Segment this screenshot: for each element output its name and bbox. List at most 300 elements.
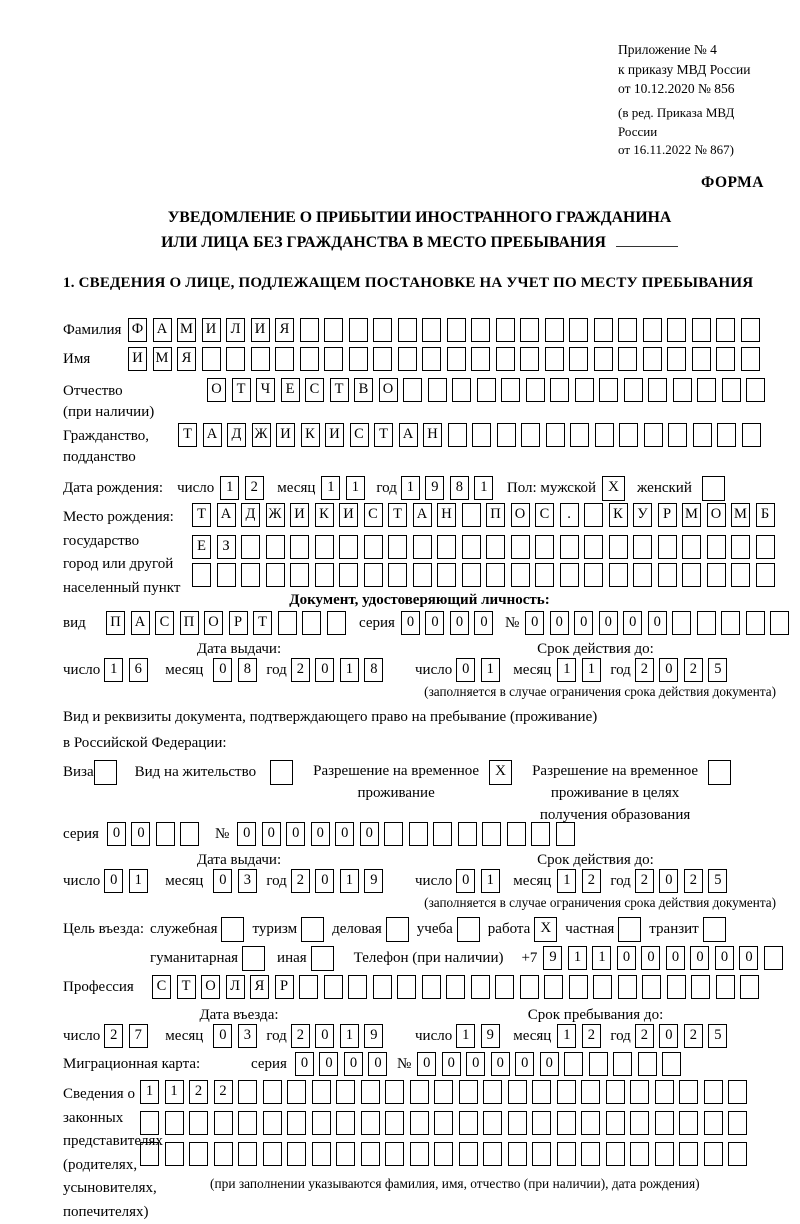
char-cell[interactable] [508,1080,527,1104]
char-cell[interactable]: У [633,503,652,527]
char-cell[interactable] [707,535,726,559]
char-cell[interactable]: 0 [540,1052,559,1076]
char-cell[interactable]: 1 [220,476,239,500]
char-cell[interactable] [742,423,761,447]
char-cell[interactable] [756,563,775,587]
char-cell[interactable] [156,822,175,846]
char-cell[interactable] [728,1142,747,1166]
char-cell[interactable] [655,1080,674,1104]
char-cell[interactable] [581,1142,600,1166]
staydoc-issue-year[interactable] [291,869,389,893]
char-cell[interactable] [697,611,716,635]
char-cell[interactable]: 0 [425,611,444,635]
migcard-number-input[interactable] [417,1052,687,1076]
char-cell[interactable] [437,535,456,559]
char-cell[interactable] [521,423,540,447]
char-cell[interactable] [373,347,392,371]
char-cell[interactable]: 1 [321,476,340,500]
char-cell[interactable]: 1 [557,869,576,893]
char-cell[interactable] [263,1142,282,1166]
char-cell[interactable]: 0 [550,611,569,635]
char-cell[interactable] [618,347,637,371]
staydoc-issue-day[interactable] [104,869,153,893]
char-cell[interactable] [633,563,652,587]
char-cell[interactable] [433,822,452,846]
char-cell[interactable] [630,1080,649,1104]
char-cell[interactable] [410,1142,429,1166]
char-cell[interactable]: 1 [557,1024,576,1048]
char-cell[interactable]: 1 [582,658,601,682]
char-cell[interactable]: Е [192,535,211,559]
char-cell[interactable]: С [152,975,171,999]
entry-year[interactable] [291,1024,389,1048]
staydoc-valid-month[interactable] [557,869,606,893]
char-cell[interactable] [655,1142,674,1166]
char-cell[interactable] [741,347,760,371]
char-cell[interactable]: С [350,423,369,447]
char-cell[interactable]: Т [232,378,251,402]
char-cell[interactable]: 0 [456,869,475,893]
char-cell[interactable] [472,423,491,447]
char-cell[interactable] [532,1111,551,1135]
char-cell[interactable] [388,563,407,587]
char-cell[interactable]: 1 [104,658,123,682]
char-cell[interactable]: 2 [635,869,654,893]
char-cell[interactable]: 0 [617,946,636,970]
char-cell[interactable]: 2 [635,658,654,682]
char-cell[interactable]: М [731,503,750,527]
char-cell[interactable]: Н [423,423,442,447]
char-cell[interactable] [728,1111,747,1135]
char-cell[interactable]: 0 [599,611,618,635]
char-cell[interactable] [189,1111,208,1135]
char-cell[interactable] [679,1111,698,1135]
char-cell[interactable] [214,1142,233,1166]
char-cell[interactable] [638,1052,657,1076]
char-cell[interactable] [740,975,759,999]
char-cell[interactable]: 0 [456,658,475,682]
char-cell[interactable] [692,318,711,342]
char-cell[interactable]: 9 [425,476,444,500]
char-cell[interactable] [693,423,712,447]
char-cell[interactable] [717,423,736,447]
char-cell[interactable]: И [290,503,309,527]
char-cell[interactable] [486,563,505,587]
char-cell[interactable]: О [207,378,226,402]
char-cell[interactable] [471,975,490,999]
char-cell[interactable]: П [106,611,125,635]
char-cell[interactable] [251,347,270,371]
char-cell[interactable]: 2 [104,1024,123,1048]
char-cell[interactable]: С [364,503,383,527]
char-cell[interactable]: 9 [481,1024,500,1048]
char-cell[interactable] [550,378,569,402]
char-cell[interactable] [643,347,662,371]
char-cell[interactable] [606,1111,625,1135]
char-cell[interactable]: О [201,975,220,999]
char-cell[interactable] [682,563,701,587]
char-cell[interactable]: И [202,318,221,342]
char-cell[interactable] [667,975,686,999]
char-cell[interactable] [584,503,603,527]
char-cell[interactable]: 2 [214,1080,233,1104]
purpose-humanitarian-checkbox[interactable] [242,946,265,971]
female-checkbox[interactable] [702,476,725,501]
char-cell[interactable] [496,318,515,342]
char-cell[interactable]: Н [437,503,456,527]
char-cell[interactable] [422,347,441,371]
char-cell[interactable]: 8 [238,658,257,682]
char-cell[interactable]: К [301,423,320,447]
char-cell[interactable] [606,1080,625,1104]
birth-day-input[interactable] [220,476,269,500]
char-cell[interactable]: 0 [648,611,667,635]
char-cell[interactable] [624,378,643,402]
char-cell[interactable] [697,378,716,402]
migcard-series-input[interactable] [295,1052,393,1076]
char-cell[interactable] [189,1142,208,1166]
char-cell[interactable]: 0 [466,1052,485,1076]
char-cell[interactable]: 0 [213,658,232,682]
char-cell[interactable] [508,1142,527,1166]
char-cell[interactable] [728,1080,747,1104]
char-cell[interactable] [520,318,539,342]
char-cell[interactable] [448,423,467,447]
char-cell[interactable] [385,1111,404,1135]
birthplace-input-row2[interactable] [192,535,780,559]
char-cell[interactable] [388,535,407,559]
char-cell[interactable] [287,1080,306,1104]
char-cell[interactable] [364,535,383,559]
char-cell[interactable]: 1 [557,658,576,682]
char-cell[interactable] [299,975,318,999]
char-cell[interactable]: 1 [481,658,500,682]
temp-residence-checkbox[interactable]: X [489,760,512,785]
char-cell[interactable]: 0 [474,611,493,635]
char-cell[interactable] [619,423,638,447]
char-cell[interactable] [459,1142,478,1166]
char-cell[interactable] [290,563,309,587]
char-cell[interactable]: 0 [315,658,334,682]
char-cell[interactable] [770,611,789,635]
staydoc-valid-day[interactable] [456,869,505,893]
birthplace-input-row3[interactable] [192,563,780,587]
char-cell[interactable] [630,1142,649,1166]
char-cell[interactable]: 0 [623,611,642,635]
char-cell[interactable] [486,535,505,559]
char-cell[interactable] [707,563,726,587]
char-cell[interactable]: З [217,535,236,559]
char-cell[interactable] [361,1111,380,1135]
char-cell[interactable] [704,1080,723,1104]
char-cell[interactable] [520,347,539,371]
char-cell[interactable] [263,1080,282,1104]
char-cell[interactable]: Я [275,318,294,342]
char-cell[interactable] [428,378,447,402]
char-cell[interactable] [581,1080,600,1104]
char-cell[interactable]: К [315,503,334,527]
char-cell[interactable]: . [560,503,579,527]
char-cell[interactable] [501,378,520,402]
char-cell[interactable]: 2 [582,1024,601,1048]
char-cell[interactable] [413,535,432,559]
residence-permit-checkbox[interactable] [270,760,293,785]
char-cell[interactable] [691,975,710,999]
purpose-transit-checkbox[interactable] [703,917,726,942]
char-cell[interactable] [495,975,514,999]
char-cell[interactable]: О [379,378,398,402]
char-cell[interactable] [581,1111,600,1135]
char-cell[interactable]: 0 [442,1052,461,1076]
char-cell[interactable] [315,563,334,587]
char-cell[interactable]: 1 [592,946,611,970]
char-cell[interactable]: 1 [165,1080,184,1104]
char-cell[interactable] [756,535,775,559]
char-cell[interactable]: 0 [659,1024,678,1048]
staydoc-number-input[interactable] [237,822,580,846]
char-cell[interactable] [287,1111,306,1135]
char-cell[interactable] [716,318,735,342]
iddoc-issue-day[interactable] [104,658,153,682]
char-cell[interactable] [497,423,516,447]
char-cell[interactable] [721,611,740,635]
char-cell[interactable] [364,563,383,587]
char-cell[interactable] [373,318,392,342]
char-cell[interactable]: 1 [340,1024,359,1048]
char-cell[interactable] [679,1142,698,1166]
char-cell[interactable]: 0 [262,822,281,846]
char-cell[interactable] [682,535,701,559]
char-cell[interactable]: Л [226,975,245,999]
char-cell[interactable] [644,423,663,447]
char-cell[interactable] [482,822,501,846]
char-cell[interactable]: 0 [450,611,469,635]
phone-input[interactable] [543,946,788,970]
char-cell[interactable]: 0 [315,869,334,893]
iddoc-kind-input[interactable] [106,611,351,635]
char-cell[interactable] [447,347,466,371]
char-cell[interactable] [410,1080,429,1104]
representatives-input-row3[interactable] [140,1142,753,1166]
char-cell[interactable]: 0 [401,611,420,635]
char-cell[interactable]: 1 [474,476,493,500]
char-cell[interactable] [532,1142,551,1166]
char-cell[interactable] [704,1142,723,1166]
char-cell[interactable] [584,535,603,559]
char-cell[interactable]: 1 [340,869,359,893]
char-cell[interactable]: И [325,423,344,447]
char-cell[interactable]: 2 [582,869,601,893]
char-cell[interactable]: А [399,423,418,447]
char-cell[interactable]: 0 [311,822,330,846]
char-cell[interactable] [662,1052,681,1076]
char-cell[interactable] [459,1111,478,1135]
char-cell[interactable]: 2 [684,658,703,682]
char-cell[interactable]: Т [253,611,272,635]
char-cell[interactable] [241,535,260,559]
iddoc-series-input[interactable] [401,611,499,635]
char-cell[interactable] [741,318,760,342]
char-cell[interactable] [731,535,750,559]
char-cell[interactable]: Ч [256,378,275,402]
char-cell[interactable] [300,318,319,342]
birth-month-input[interactable] [321,476,370,500]
char-cell[interactable] [361,1080,380,1104]
char-cell[interactable] [275,347,294,371]
char-cell[interactable] [557,1142,576,1166]
char-cell[interactable] [471,318,490,342]
char-cell[interactable] [361,1142,380,1166]
char-cell[interactable]: Л [226,318,245,342]
char-cell[interactable]: А [153,318,172,342]
char-cell[interactable] [278,611,297,635]
char-cell[interactable] [266,535,285,559]
char-cell[interactable]: 0 [715,946,734,970]
char-cell[interactable] [312,1080,331,1104]
char-cell[interactable]: 0 [417,1052,436,1076]
char-cell[interactable] [434,1111,453,1135]
char-cell[interactable]: 0 [131,822,150,846]
char-cell[interactable] [545,318,564,342]
char-cell[interactable] [560,535,579,559]
char-cell[interactable] [544,975,563,999]
char-cell[interactable]: 5 [708,1024,727,1048]
char-cell[interactable]: Т [388,503,407,527]
char-cell[interactable]: 1 [129,869,148,893]
char-cell[interactable] [483,1142,502,1166]
char-cell[interactable]: 0 [574,611,593,635]
char-cell[interactable] [722,378,741,402]
purpose-work-checkbox[interactable]: X [534,917,557,942]
char-cell[interactable] [569,975,588,999]
char-cell[interactable] [658,563,677,587]
char-cell[interactable] [609,535,628,559]
char-cell[interactable]: Т [177,975,196,999]
char-cell[interactable] [609,563,628,587]
char-cell[interactable]: 2 [291,1024,310,1048]
char-cell[interactable]: 3 [238,1024,257,1048]
char-cell[interactable]: И [276,423,295,447]
char-cell[interactable] [238,1142,257,1166]
char-cell[interactable] [397,975,416,999]
char-cell[interactable]: Р [275,975,294,999]
char-cell[interactable]: Т [192,503,211,527]
char-cell[interactable]: С [305,378,324,402]
char-cell[interactable]: 1 [481,869,500,893]
char-cell[interactable]: А [203,423,222,447]
char-cell[interactable] [336,1111,355,1135]
char-cell[interactable] [266,563,285,587]
char-cell[interactable]: 2 [245,476,264,500]
char-cell[interactable]: 8 [450,476,469,500]
patronymic-input[interactable] [207,378,771,402]
char-cell[interactable]: 0 [659,658,678,682]
char-cell[interactable]: В [354,378,373,402]
iddoc-issue-year[interactable] [291,658,389,682]
char-cell[interactable]: 0 [344,1052,363,1076]
char-cell[interactable]: А [413,503,432,527]
char-cell[interactable] [704,1111,723,1135]
char-cell[interactable]: 0 [739,946,758,970]
char-cell[interactable]: 3 [238,869,257,893]
char-cell[interactable] [746,611,765,635]
char-cell[interactable] [336,1080,355,1104]
staydoc-valid-year[interactable] [635,869,733,893]
char-cell[interactable] [410,1111,429,1135]
char-cell[interactable] [290,535,309,559]
char-cell[interactable] [324,318,343,342]
char-cell[interactable] [667,347,686,371]
char-cell[interactable]: Р [658,503,677,527]
char-cell[interactable]: М [153,347,172,371]
char-cell[interactable] [535,535,554,559]
representatives-input-row1[interactable] [140,1080,753,1104]
char-cell[interactable]: 0 [213,1024,232,1048]
char-cell[interactable] [403,378,422,402]
char-cell[interactable]: 2 [189,1080,208,1104]
char-cell[interactable] [557,1080,576,1104]
char-cell[interactable] [535,563,554,587]
char-cell[interactable] [716,347,735,371]
entry-month[interactable] [213,1024,262,1048]
char-cell[interactable]: 8 [364,658,383,682]
char-cell[interactable]: 0 [286,822,305,846]
char-cell[interactable]: Е [281,378,300,402]
char-cell[interactable] [483,1111,502,1135]
char-cell[interactable] [594,347,613,371]
char-cell[interactable] [642,975,661,999]
char-cell[interactable]: 2 [291,658,310,682]
char-cell[interactable] [643,318,662,342]
char-cell[interactable] [180,822,199,846]
char-cell[interactable]: Т [178,423,197,447]
char-cell[interactable] [302,611,321,635]
char-cell[interactable] [630,1111,649,1135]
char-cell[interactable] [589,1052,608,1076]
char-cell[interactable]: 0 [368,1052,387,1076]
char-cell[interactable] [263,1111,282,1135]
entry-day[interactable] [104,1024,153,1048]
char-cell[interactable] [618,318,637,342]
char-cell[interactable] [618,975,637,999]
char-cell[interactable]: А [217,503,236,527]
char-cell[interactable] [349,347,368,371]
char-cell[interactable]: 1 [568,946,587,970]
char-cell[interactable]: Ф [128,318,147,342]
char-cell[interactable] [336,1142,355,1166]
char-cell[interactable] [312,1111,331,1135]
char-cell[interactable] [373,975,392,999]
char-cell[interactable] [613,1052,632,1076]
iddoc-valid-year[interactable] [635,658,733,682]
char-cell[interactable]: К [609,503,628,527]
char-cell[interactable]: 6 [129,658,148,682]
char-cell[interactable]: О [707,503,726,527]
char-cell[interactable]: 0 [295,1052,314,1076]
char-cell[interactable] [593,975,612,999]
char-cell[interactable] [315,535,334,559]
char-cell[interactable] [668,423,687,447]
visa-checkbox[interactable] [94,760,117,785]
staydoc-series-input[interactable] [107,822,205,846]
char-cell[interactable]: 2 [635,1024,654,1048]
char-cell[interactable]: 0 [641,946,660,970]
char-cell[interactable] [385,1080,404,1104]
char-cell[interactable]: 0 [107,822,126,846]
char-cell[interactable]: 0 [666,946,685,970]
char-cell[interactable]: Я [177,347,196,371]
char-cell[interactable] [413,563,432,587]
